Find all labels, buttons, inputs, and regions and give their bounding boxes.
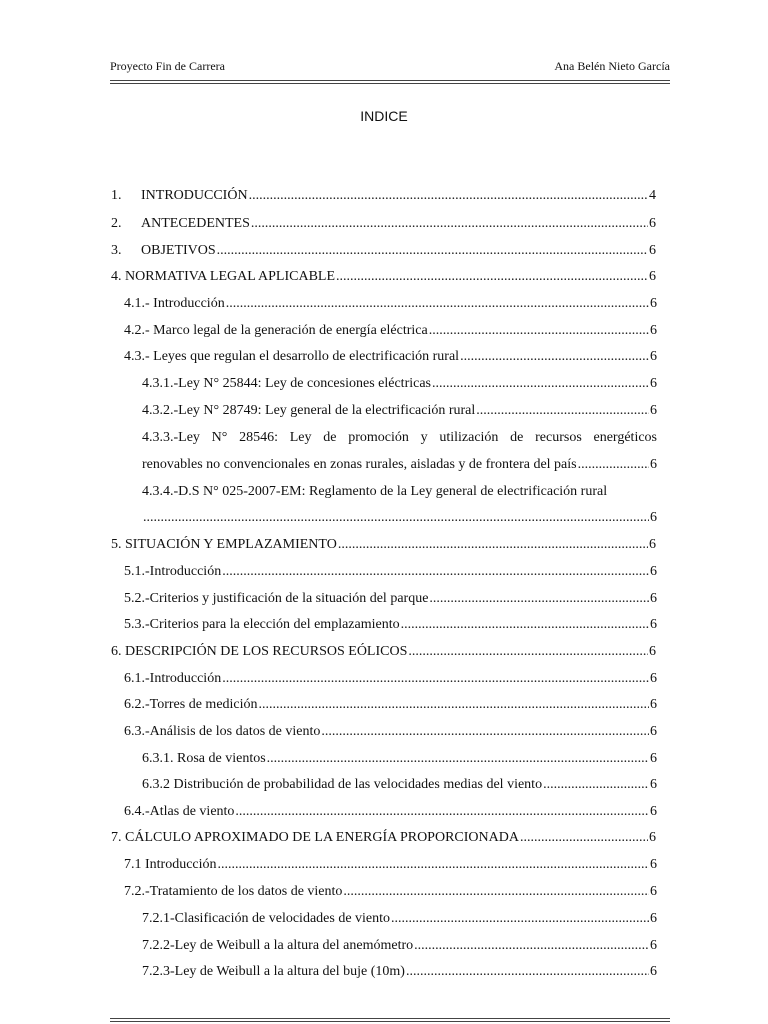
toc-entry[interactable] (142, 402, 657, 420)
toc-page: 6 (650, 403, 657, 418)
toc-title: 6.1.-Introducción (124, 671, 222, 686)
toc-entry[interactable] (124, 696, 657, 714)
toc-leader (578, 456, 649, 474)
toc-number: 1. (111, 188, 122, 203)
toc-leader (460, 348, 649, 366)
toc-entry[interactable] (111, 536, 656, 554)
toc-entry-wrapped-line[interactable]: 4.3.3.-Ley N° 28546: Ley de promoción y utilización de recursos energéticos (142, 430, 657, 445)
toc-page: 6 (650, 777, 657, 792)
toc-title: 5. SITUACIÓN Y EMPLAZAMIENTO (111, 537, 337, 552)
header-rule (110, 80, 670, 81)
toc-title: 7.1 Introducción (124, 857, 217, 872)
toc-entry[interactable] (124, 803, 657, 821)
toc-page: 6 (649, 216, 656, 231)
toc-entry[interactable] (142, 937, 657, 955)
toc-title: 4. NORMATIVA LEGAL APLICABLE (111, 269, 336, 284)
footer-rule (110, 1018, 670, 1019)
toc-page: 6 (649, 830, 656, 845)
toc-leader (391, 910, 649, 928)
toc-leader (222, 563, 649, 581)
toc-page: 6 (649, 644, 656, 659)
toc-title: 5.2.-Criterios y justificación de la situación del parque (124, 591, 429, 606)
toc-page: 6 (650, 697, 657, 712)
toc-entry[interactable] (142, 509, 657, 527)
toc-page: 6 (649, 269, 656, 284)
toc-title: 7.2.-Tratamiento de los datos de viento (124, 884, 343, 899)
toc-leader (222, 670, 649, 688)
toc-leader (406, 963, 649, 981)
toc-entry[interactable] (124, 563, 657, 581)
toc-title: INTRODUCCIÓN (141, 188, 248, 203)
toc-leader (217, 242, 648, 260)
toc-entry[interactable] (142, 776, 657, 794)
toc-title: 7.2.1-Clasificación de velocidades de viento (142, 911, 391, 926)
toc-title: 6.2.-Torres de medición (124, 697, 258, 712)
toc-page: 6 (650, 724, 657, 739)
toc-number: 2. (111, 216, 122, 231)
toc-page: 6 (650, 938, 657, 953)
toc-entry[interactable] (142, 963, 657, 981)
toc-leader (336, 268, 648, 286)
page-title: INDICE (360, 108, 408, 124)
toc-title: 6.3.1. Rosa de vientos (142, 751, 266, 766)
toc-title: 7. CÁLCULO APROXIMADO DE LA ENERGÍA PROPORCIONADA (111, 830, 519, 845)
toc-page: 6 (650, 671, 657, 686)
toc-leader (401, 616, 649, 634)
toc-entry[interactable] (124, 322, 657, 340)
toc-entry[interactable] (111, 215, 656, 233)
toc-entry[interactable] (111, 829, 656, 847)
toc-leader (218, 856, 649, 874)
toc-page: 6 (650, 804, 657, 819)
toc-page: 6 (650, 617, 657, 632)
toc-title: 7.2.2-Ley de Weibull a la altura del anemómetro (142, 938, 414, 953)
header-rule-double (110, 83, 670, 84)
toc-page: 6 (650, 323, 657, 338)
toc-entry[interactable] (124, 348, 657, 366)
toc-entry[interactable] (124, 883, 657, 901)
toc-title: ANTECEDENTES (141, 216, 250, 231)
toc-title: 4.2.- Marco legal de la generación de energía eléctrica (124, 323, 428, 338)
toc-leader (343, 883, 649, 901)
toc-page: 6 (650, 376, 657, 391)
toc-leader (414, 937, 649, 955)
toc-page: 6 (650, 884, 657, 899)
toc-leader (249, 187, 648, 205)
toc-entry-wrapped-line[interactable]: 4.3.4.-D.S N° 025-2007-EM: Reglamento de la Ley general de electrificación rural (142, 484, 608, 499)
header-project: Proyecto Fin de Carrera (110, 59, 225, 73)
toc-entry[interactable] (124, 670, 657, 688)
toc-page: 6 (650, 911, 657, 926)
toc-title: 4.1.- Introducción (124, 296, 225, 311)
footer-rule-double (110, 1021, 670, 1022)
toc-title: 6.3.-Análisis de los datos de viento (124, 724, 321, 739)
toc-title: OBJETIVOS (141, 243, 216, 258)
toc-page: 6 (650, 349, 657, 364)
toc-title: 5.3.-Criterios para la elección del emplazamiento (124, 617, 400, 632)
toc-page: 6 (649, 537, 656, 552)
toc-entry[interactable] (142, 750, 657, 768)
toc-entry[interactable] (111, 187, 656, 205)
toc-entry[interactable] (124, 295, 657, 313)
toc-title: 6.3.2 Distribución de probabilidad de las velocidades medias del viento (142, 777, 543, 792)
toc-leader (520, 829, 648, 847)
toc-page: 4 (649, 188, 656, 203)
toc-entry[interactable] (142, 456, 657, 474)
toc-leader (476, 402, 649, 420)
toc-entry[interactable] (124, 590, 657, 608)
toc-entry[interactable] (124, 723, 657, 741)
toc-entry[interactable] (111, 268, 656, 286)
toc-entry[interactable] (111, 643, 656, 661)
toc-number: 3. (111, 243, 122, 258)
toc-entry[interactable] (142, 910, 657, 928)
toc-entry[interactable] (111, 242, 656, 260)
toc-title: 5.1.-Introducción (124, 564, 222, 579)
toc-leader (259, 696, 649, 714)
toc-page: 6 (649, 243, 656, 258)
toc-title: 7.2.3-Ley de Weibull a la altura del buje (10m) (142, 964, 405, 979)
toc-leader (251, 215, 648, 233)
toc-page: 6 (650, 591, 657, 606)
toc-page: 6 (650, 857, 657, 872)
toc-title: 6.4.-Atlas de viento (124, 804, 235, 819)
toc-leader (226, 295, 649, 313)
toc-leader (235, 803, 649, 821)
toc-page: 6 (650, 964, 657, 979)
toc-leader (321, 723, 649, 741)
toc-entry[interactable] (124, 856, 657, 874)
toc-entry[interactable] (124, 616, 657, 634)
toc-page: 6 (650, 510, 657, 525)
page-header (110, 58, 670, 74)
toc-title: renovables no convencionales en zonas rurales, aisladas y de frontera del país (142, 457, 577, 472)
toc-title: 6. DESCRIPCIÓN DE LOS RECURSOS EÓLICOS (111, 644, 408, 659)
toc-leader (543, 776, 649, 794)
toc-page: 6 (650, 296, 657, 311)
toc-leader (429, 590, 649, 608)
toc-leader (432, 375, 649, 393)
toc-leader (267, 750, 649, 768)
header-author: Ana Belén Nieto García (554, 59, 670, 73)
toc-entry[interactable] (142, 375, 657, 393)
toc-title: 4.3.- Leyes que regulan el desarrollo de electrificación rural (124, 349, 460, 364)
toc-page: 6 (650, 564, 657, 579)
toc-title: 4.3.1.-Ley N° 25844: Ley de concesiones eléctricas (142, 376, 431, 391)
toc-page: 6 (650, 751, 657, 766)
toc-leader (408, 643, 648, 661)
toc-leader (429, 322, 649, 340)
toc-leader (338, 536, 648, 554)
toc-page: 6 (650, 457, 657, 472)
toc-leader (143, 509, 649, 527)
toc-title: 4.3.2.-Ley N° 28749: Ley general de la electrificación rural (142, 403, 476, 418)
